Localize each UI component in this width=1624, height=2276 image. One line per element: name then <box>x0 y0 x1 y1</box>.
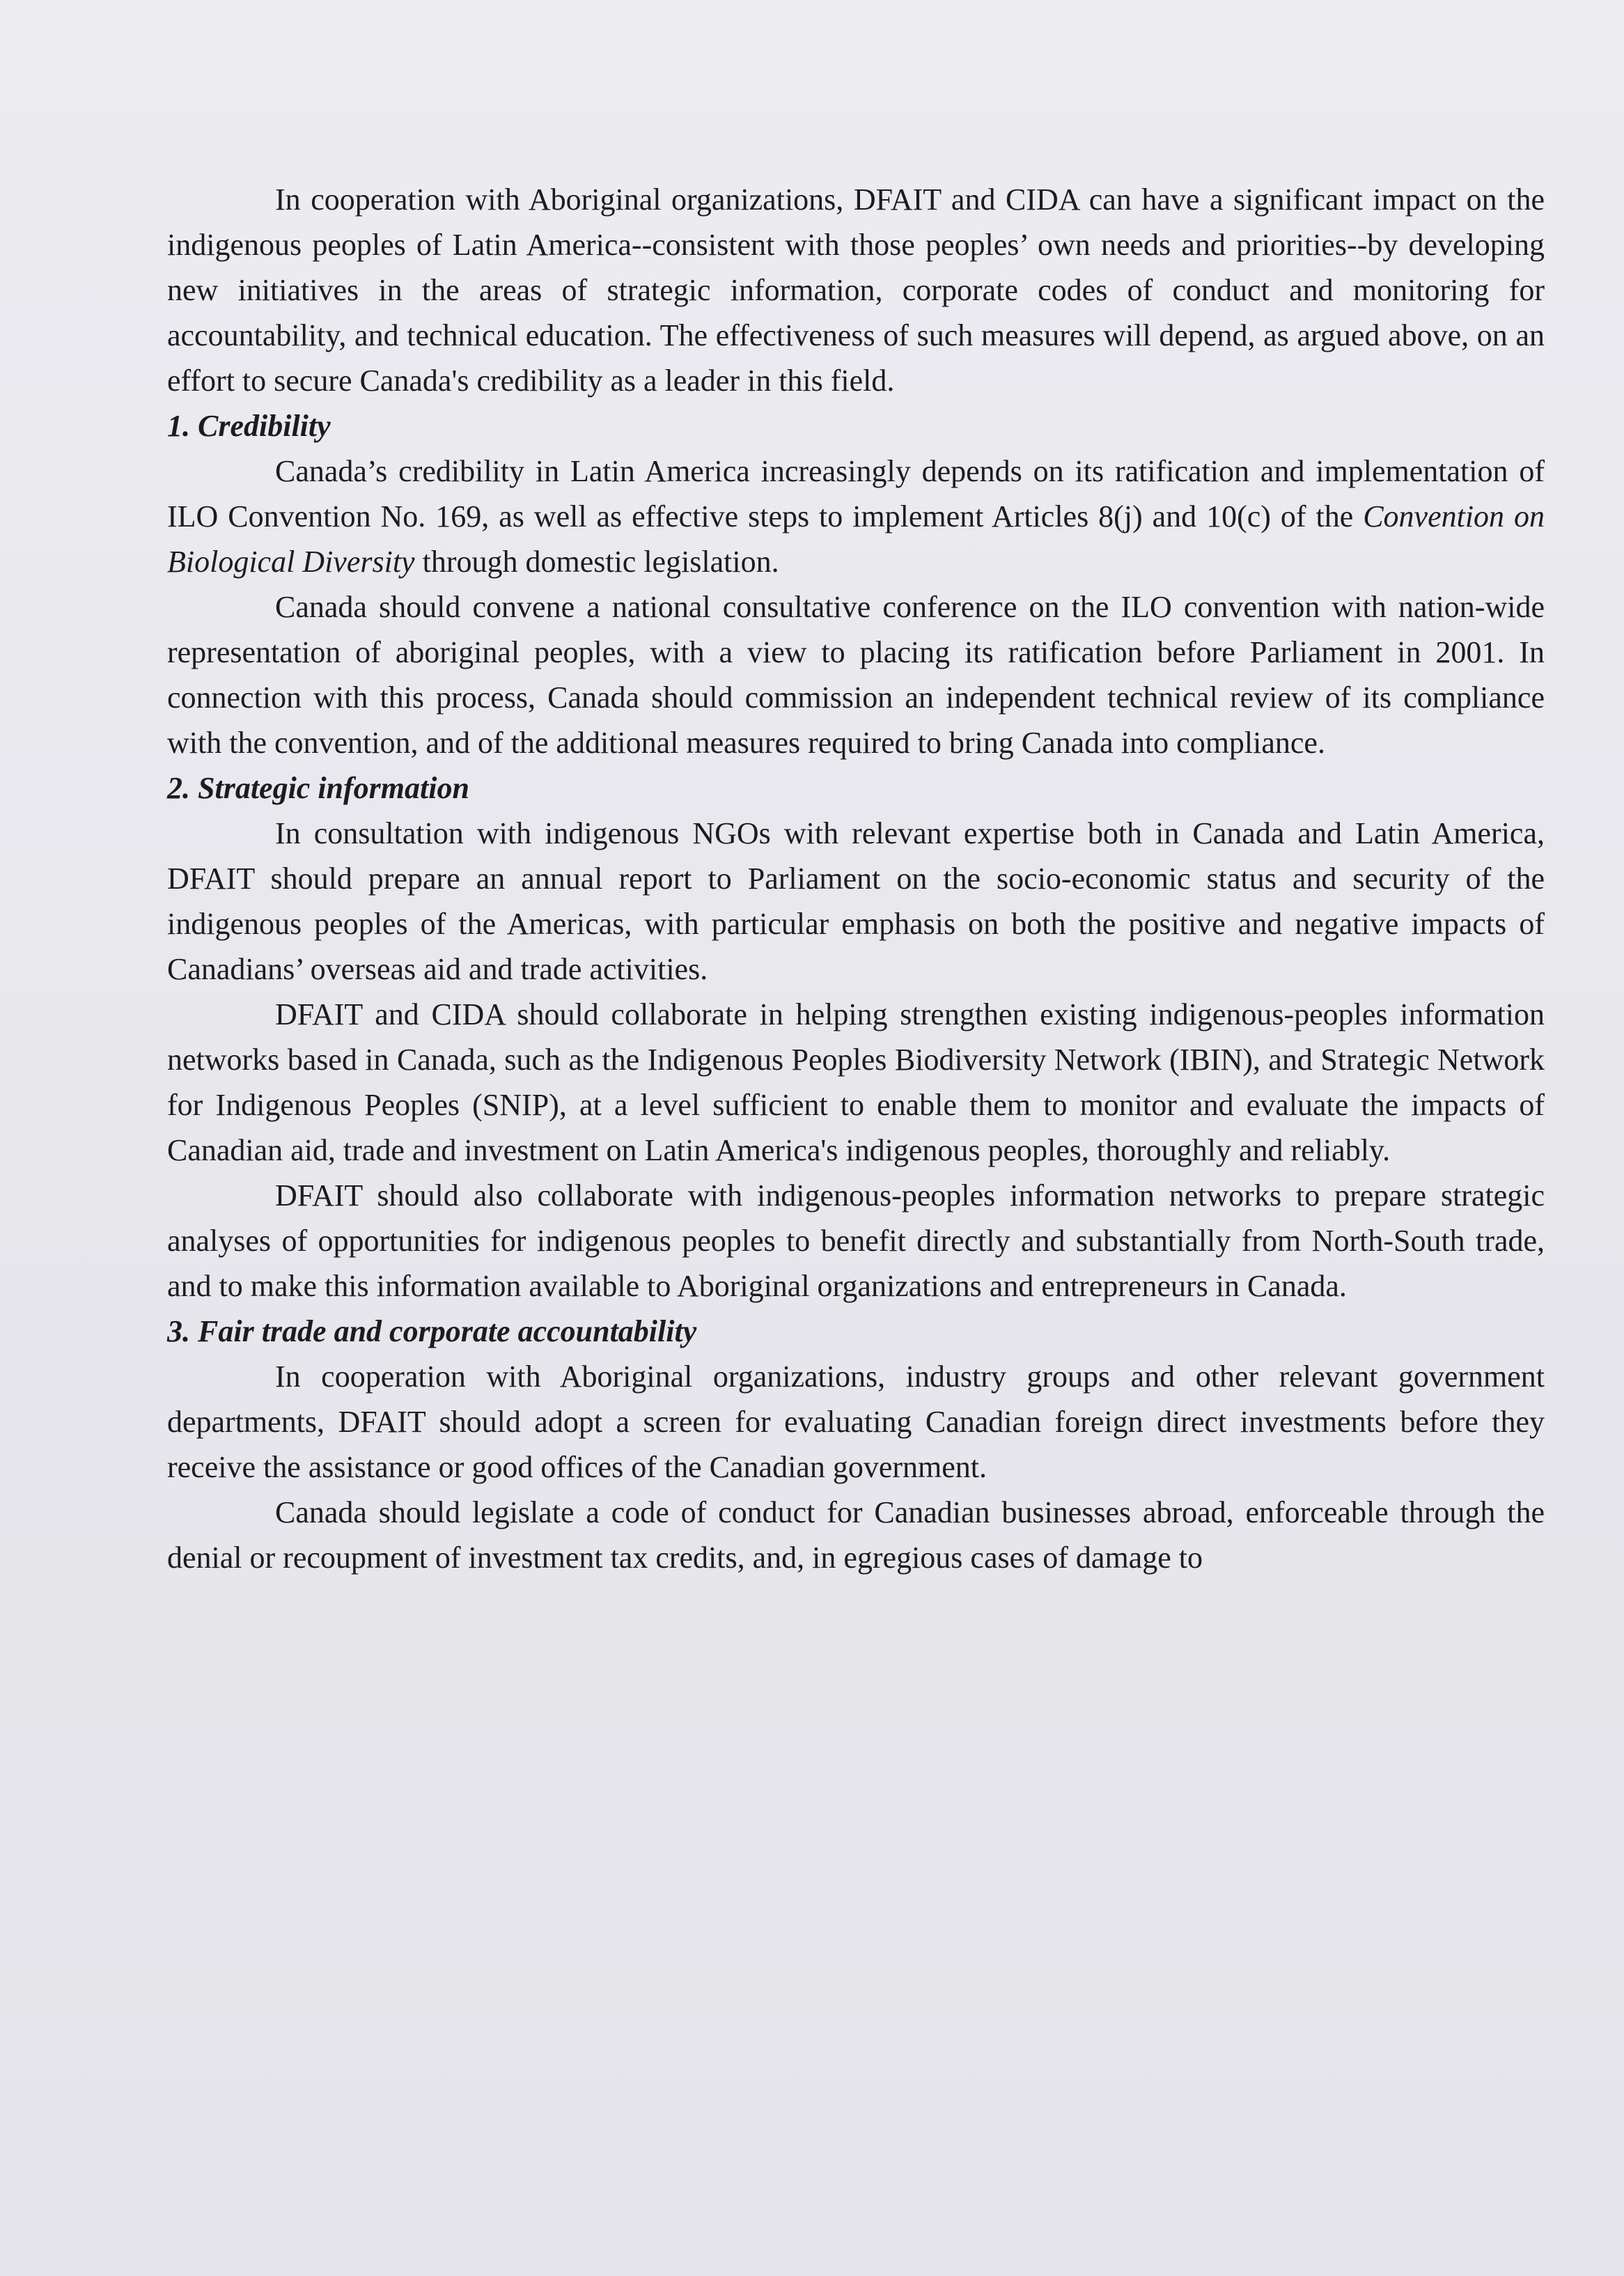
credibility-text-end: through domestic legislation. <box>414 545 779 579</box>
annual-report-paragraph: In consultation with indigenous NGOs with relevant expertise both in Canada and Latin America, DFAIT should prepare an annual report to Parliament on the socio-economic status and security of the indigenous peoples of the Americas, with particular emphasis on both the positive and negative impacts of Canadians’ overseas aid and trade activities. <box>167 816 1545 986</box>
credibility-text-start: Canada’s credibility in Latin America increasingly depends on its ratification and implementation of ILO Convention No. 169, as well as effective steps to implement Articles 8(j) and 10(c) of the <box>167 454 1545 533</box>
code-of-conduct-paragraph: Canada should legislate a code of conduct for Canadian businesses abroad, enforceable through the denial or recoupment of investment tax credits, and, in egregious cases of damage to <box>167 1495 1545 1575</box>
convention-title: Convention on Biological Diversity <box>167 499 1545 579</box>
credibility-paragraph <box>167 449 1545 584</box>
section-heading-credibility: 1. Credibility <box>167 409 331 443</box>
text-column <box>167 177 1545 1580</box>
section-heading-strategic-information: 2. Strategic information <box>167 771 469 805</box>
section-heading-fair-trade: 3. Fair trade and corporate accountability <box>167 1314 697 1348</box>
intro-paragraph: In cooperation with Aboriginal organizations, DFAIT and CIDA can have a significant impact on the indigenous peoples of Latin America--consistent with those peoples’ own needs and priorities--by developing new initiatives in the areas of strategic information, corporate codes of conduct and monitoring for accountability, and technical education. The effectiveness of such measures will depend, as argued above, on an effort to secure Canada's credibility as a leader in this field. <box>167 182 1545 398</box>
investment-screen-paragraph: In cooperation with Aboriginal organizations, industry groups and other relevant government departments, DFAIT should adopt a screen for evaluating Canadian foreign direct investments before they receive the assistance or good offices of the Canadian government. <box>167 1359 1545 1484</box>
information-networks-paragraph: DFAIT and CIDA should collaborate in helping strengthen existing indigenous-peoples information networks based in Canada, such as the Indigenous Peoples Biodiversity Network (IBIN), and Strategic Network for Indigenous Peoples (SNIP), at a level sufficient to enable them to monitor and evaluate the impacts of Canadian aid, trade and investment on Latin America's indigenous peoples, thoroughly and reliably. <box>167 997 1545 1167</box>
strategic-analyses-paragraph: DFAIT should also collaborate with indigenous-peoples information networks to prepare strategic analyses of opportunities for indigenous peoples to benefit directly and substantially from North-South trade, and to make this information available to Aboriginal organizations and entrepreneurs in Canada. <box>167 1178 1545 1303</box>
ilo-conference-paragraph: Canada should convene a national consultative conference on the ILO convention with nation-wide representation of aboriginal peoples, with a view to placing its ratification before Parliament in 2001. In connection with this process, Canada should commission an independent technical review of its compliance with the convention, and of the additional measures required to bring Canada into compliance. <box>167 590 1545 760</box>
